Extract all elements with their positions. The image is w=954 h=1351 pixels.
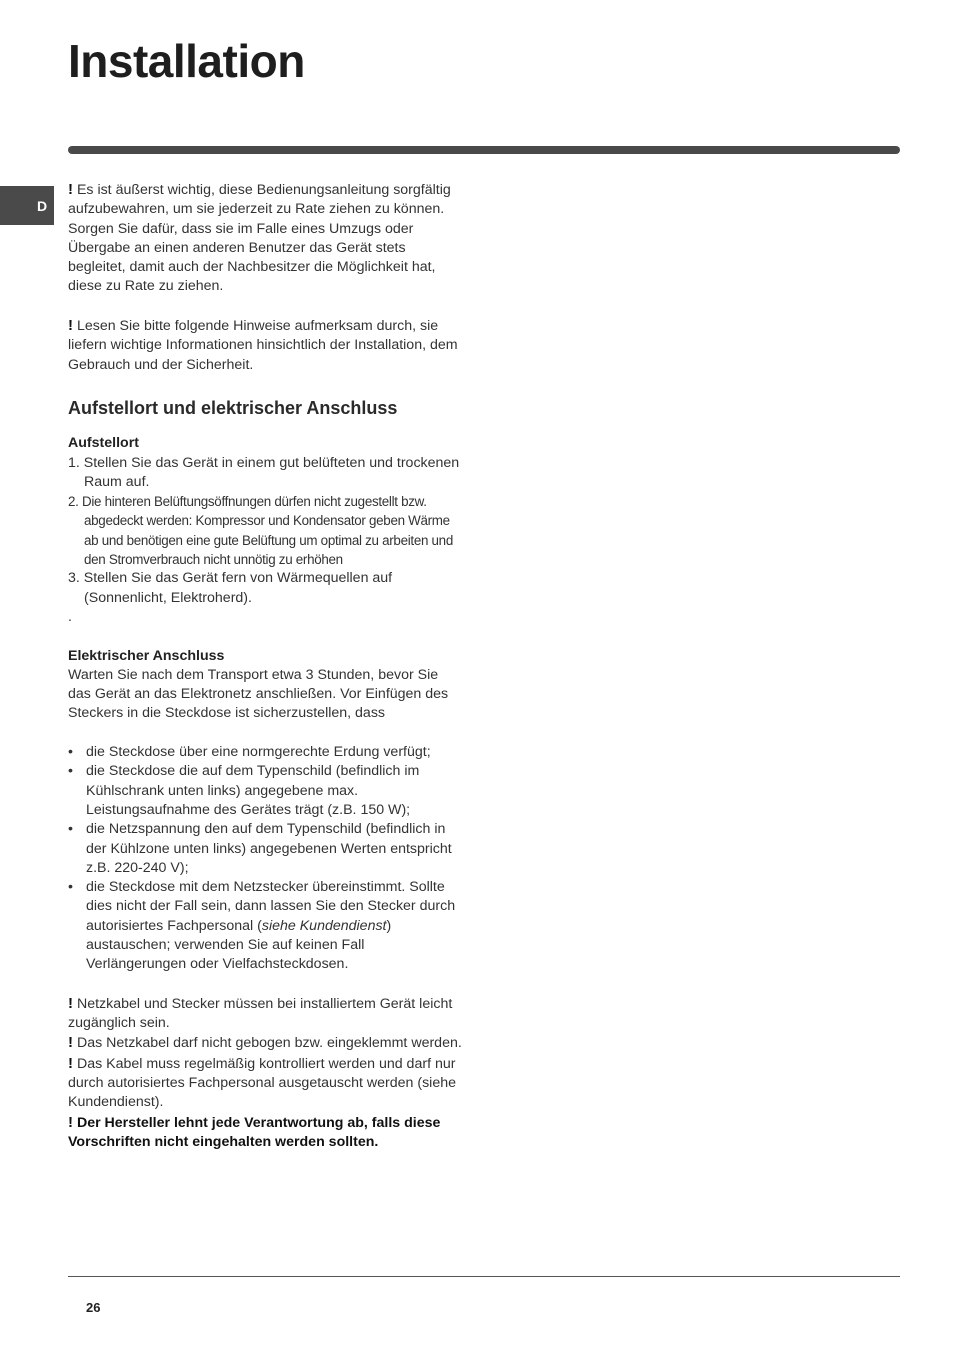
bullet-icon: • (68, 879, 73, 896)
bullet-icon: • (68, 821, 73, 838)
list-item: 3. Stellen Sie das Gerät fern von Wärmequellen auf (Sonnenlicht, Elektroherd). (68, 570, 393, 606)
warning-mark: ! (68, 317, 73, 335)
intro-paragraph-2: ! Lesen Sie bitte folgende Hinweise aufmerksam durch, sie liefern wichtige Informationen hinsichtlich der Installation, dem Gebrauch und der Sicherheit. (68, 317, 458, 373)
bullet-icon: • (68, 763, 73, 780)
elektrisch-heading: Elektrischer Anschluss (68, 647, 225, 664)
language-tab: D (0, 186, 54, 225)
elektrisch-intro: Warten Sie nach dem Transport etwa 3 Stunden, bevor Sie das Gerät an das Elektronetz anschließen. Vor Einfügen des Steckers in die Steckdose ist sicherzustellen, dass (68, 666, 449, 722)
warning-note: ! Das Kabel muss regelmäßig kontrolliert werden und darf nur durch autorisiertes Fachpersonal ausgetauscht werden (siehe Kundendienst). (68, 1054, 457, 1111)
page-number: 26 (86, 1300, 101, 1315)
footer-divider (68, 1276, 900, 1277)
final-warning: ! Der Hersteller lehnt jede Verantwortung ab, falls diese Vorschriften nicht eingehalten werden sollten. (68, 1113, 441, 1150)
bullet-item: • die Steckdose die auf dem Typenschild (befindlich im Kühlschrank unten links) angegebene max. Leistungsaufnahme des Gerätes trägt (z.B. 150 W); (68, 763, 420, 818)
warning-note: ! Das Netzkabel darf nicht gebogen bzw. eingeklemmt werden. (68, 1034, 462, 1052)
warning-mark: ! (68, 1034, 73, 1052)
main-content (68, 180, 463, 1152)
warning-mark: ! (68, 181, 73, 198)
bullet-item: • die Steckdose mit dem Netzstecker übereinstimmt. Sollte dies nicht der Fall sein, dann lassen Sie den Stecker durch autorisiertes Fachpersonal (siehe Kundendienst) austauschen; verwenden Sie auf keinen Fall Verlängerungen oder Vielfachsteckdosen. (68, 879, 456, 973)
warning-mark: ! (68, 994, 73, 1012)
list-item: 2. Die hinteren Belüftungsöffnungen dürfen nicht zugestellt bzw. abgedeckt werden: Kompressor und Kondensator geben Wärme ab und benötigen eine gute Belüftung um optimal zu arbeiten und den Stromverbrauch nicht unnötig zu erhöhen (68, 494, 453, 568)
aufstellort-heading: Aufstellort (68, 435, 139, 452)
section-heading: Aufstellort und elektrischer Anschluss (68, 397, 398, 418)
warning-mark: ! (68, 1054, 73, 1072)
page-title: Installation (68, 35, 305, 87)
bullet-icon: • (68, 744, 73, 761)
bullet-item: • die Steckdose über eine normgerechte Erdung verfügt; (68, 743, 463, 762)
bullet-item: • die Netzspannung den auf dem Typenschild (befindlich in der Kühlzone unten links) angegebenen Werten entspricht z.B. 220-240 V); (68, 821, 452, 876)
intro-paragraph-1: ! Es ist äußerst wichtig, diese Bedienungsanleitung sorgfältig aufzubewahren, um sie jederzeit zu Rate ziehen zu können. Sorgen Sie dafür, dass sie im Falle eines Umzugs oder Übergabe an einen anderen Benutzer das Gerät stets begleitet, damit auch der Nachbesitzer die Möglichkeit hat, diese zu Rate zu ziehen. (68, 181, 451, 295)
header-divider (68, 146, 900, 154)
warning-note: ! Netzkabel und Stecker müssen bei installiertem Gerät leicht zugänglich sein. (68, 994, 453, 1032)
list-item: 1. Stellen Sie das Gerät in einem gut belüfteten und trockenen Raum auf. (68, 454, 460, 490)
warning-mark: ! (68, 1113, 73, 1131)
stray-dot: . (68, 608, 72, 625)
